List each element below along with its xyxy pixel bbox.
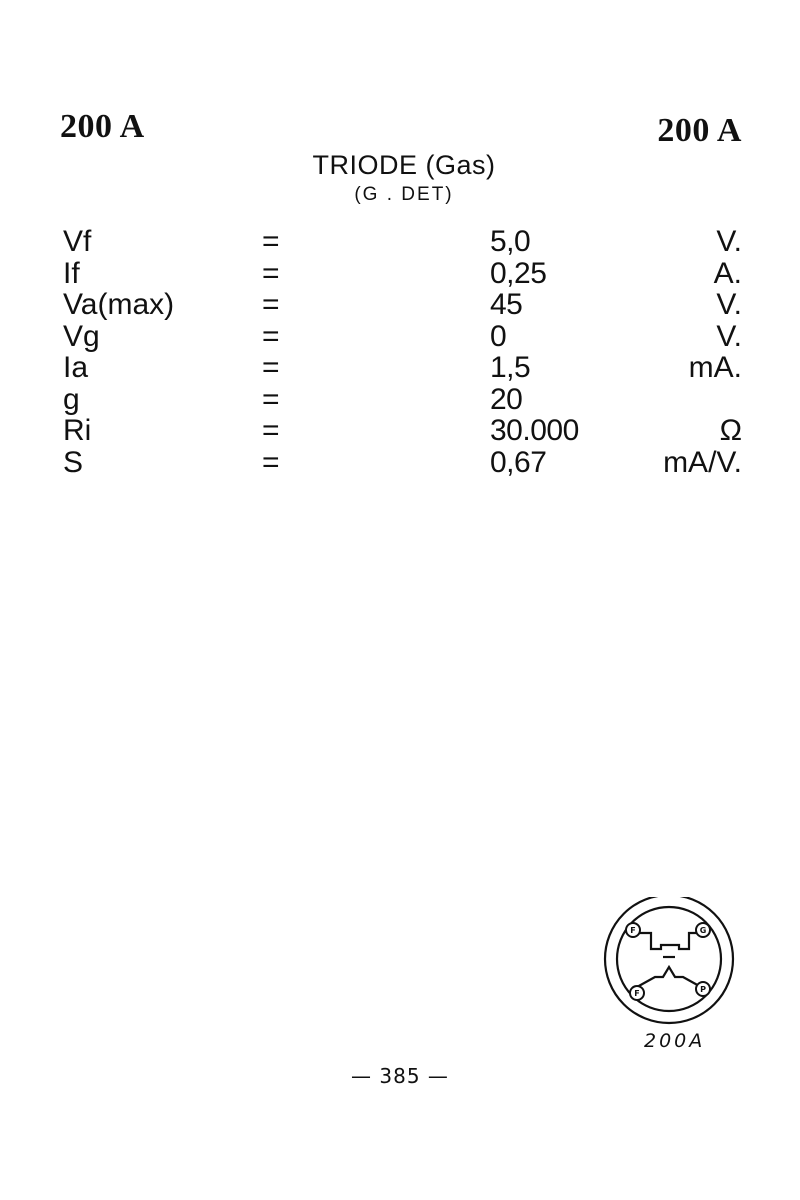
diagram-caption: 200A [644,1030,706,1052]
parameter-symbol: Vf [63,225,92,258]
parameter-row [0,447,800,479]
parameter-value: 5,0 [490,225,531,258]
parameter-unit: mA/V. [663,445,742,479]
parameter-symbol: S [63,445,84,479]
parameter-row [0,415,800,447]
parameter-row [0,226,800,258]
parameter-value: 1,5 [490,351,531,384]
equals-sign: = [262,288,280,321]
equals-sign: = [262,351,280,384]
parameter-value: 0,67 [490,445,547,479]
parameter-symbol: Vg [63,319,100,353]
parameter-unit: V. [716,288,742,321]
parameter-value: 20 [490,382,523,416]
parameter-unit: Ω [719,414,742,447]
equals-sign: = [262,382,280,416]
parameter-row [0,352,800,384]
equals-sign: = [262,414,280,447]
pin-label: P [700,985,706,994]
parameter-row [0,289,800,321]
parameter-unit: V. [716,225,742,258]
parameter-symbol: g [63,382,80,416]
parameter-symbol: If [63,256,80,290]
parameter-value: 0 [490,319,507,353]
equals-sign: = [262,319,280,353]
parameter-symbol: Va(max) [63,288,175,321]
pin-label: F [634,989,640,998]
tube-type-title: TRIODE (Gas) [312,150,496,180]
parameter-row [0,258,800,290]
parameter-symbol: Ri [63,414,92,447]
header-tube-label-left: 200 A [60,108,145,145]
header-tube-label-right: 200 A [657,112,742,149]
base-outer-ring [605,897,733,1023]
pin-label: G [699,926,707,935]
parameter-symbol: Ia [63,351,89,384]
filament-wiring [637,933,701,949]
pin-label: F [630,926,636,935]
grid-plate-wiring [637,967,701,987]
equals-sign: = [262,445,280,479]
parameter-table [0,226,800,478]
parameter-value: 30.000 [490,414,579,447]
parameter-value: 0,25 [490,256,547,290]
parameter-unit: mA. [688,351,742,384]
equals-sign: = [262,256,280,290]
parameter-unit: A. [713,256,742,290]
parameter-unit: V. [716,319,742,353]
parameter-row [0,321,800,353]
page-number: — 385 — [351,1064,449,1088]
equals-sign: = [262,225,280,258]
parameter-row [0,384,800,416]
parameter-value: 45 [490,288,523,321]
tube-function-subtitle: (G . DET) [354,184,454,205]
